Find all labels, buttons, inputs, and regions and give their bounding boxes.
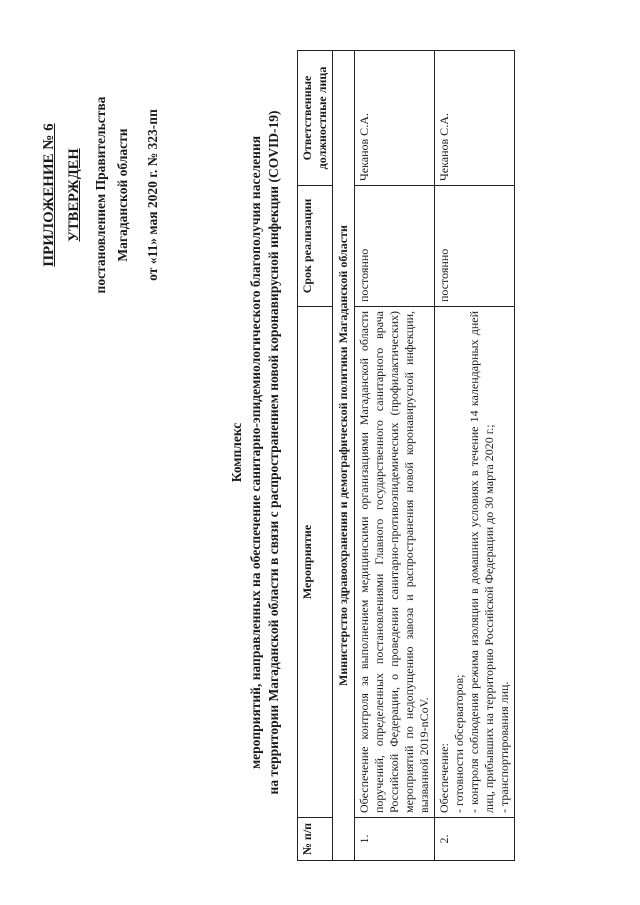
doc-title: Комплекс bbox=[229, 422, 244, 483]
appendix-number: ПРИЛОЖЕНИЕ № 6 bbox=[41, 123, 57, 267]
table-row bbox=[435, 51, 515, 861]
decree-date: от «11» мая 2020 г. № 323-пп bbox=[145, 109, 160, 281]
doc-subtitle-line1: мероприятий, направленных на обеспечение санитарно-эпидемиологического благополучия населения bbox=[248, 135, 263, 770]
measure-line: - транспортирования лиц. bbox=[497, 681, 511, 813]
section-row bbox=[333, 51, 355, 861]
header-term: Срок реализации bbox=[298, 186, 333, 307]
row-measure-text: Обеспечение контроля за выполнением медицинскими организациями Магаданской области поручений, определенных постановлениями Главного государственного санитарного врача Российской Федерации, о проведении санитарно-противоэпидемических (профилактических) мероприятий по недопущению завоза и распространения новой коронавирусной инфекции, вызванной 2019-nCoV. bbox=[355, 307, 435, 818]
measure-line: - готовности обсерваторов; bbox=[452, 674, 466, 813]
measure-line: - контроля соблюдения режима изоляции в домашних условиях в течение 14 календарных дней лиц, прибывших на территорию Российской Федерации до 30 марта 2020 г.; bbox=[467, 311, 496, 813]
row-number: 2. bbox=[435, 818, 515, 861]
row-responsible: Чеканов С.А. bbox=[435, 51, 515, 186]
table-header-row bbox=[298, 51, 333, 861]
approved-label: УТВЕРЖДЕН bbox=[66, 148, 82, 242]
table-row bbox=[355, 51, 435, 861]
row-measure-text bbox=[435, 307, 515, 818]
region-line: Магаданской области bbox=[115, 128, 130, 262]
row-term: постоянно bbox=[355, 186, 435, 307]
measure-line: Обеспечение: bbox=[437, 743, 451, 813]
doc-subtitle-line2: на территории Магаданской области в связи с распространением новой коронавирусной инфекции (COVID-19) bbox=[266, 110, 281, 795]
header-num: № п/п bbox=[298, 818, 333, 861]
decree-line: постановлением Правительства bbox=[93, 96, 108, 294]
header-measure: Мероприятие bbox=[298, 307, 333, 818]
row-number: 1. bbox=[355, 818, 435, 861]
row-term: постоянно bbox=[435, 186, 515, 307]
row-responsible: Чеканов С.А. bbox=[355, 51, 435, 186]
measures-table bbox=[297, 50, 515, 861]
section-title: Министерство здравоохранения и демографической политики Магаданской области bbox=[333, 51, 355, 861]
header-responsible: Ответственные должностные лица bbox=[298, 51, 333, 186]
